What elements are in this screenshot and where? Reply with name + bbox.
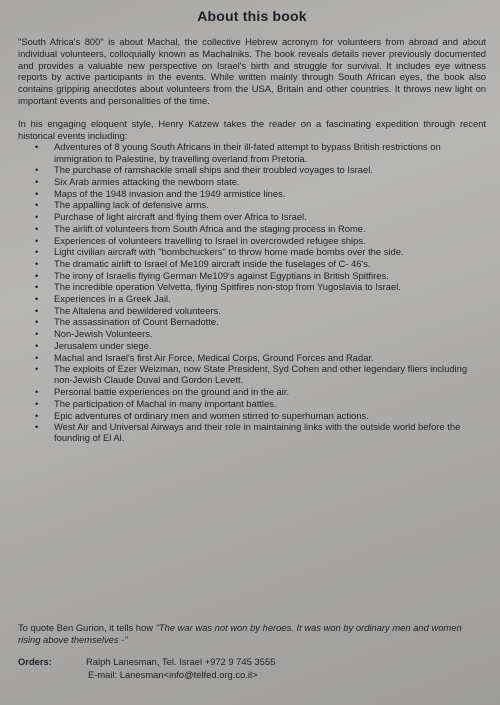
ben-gurion-quote [18,622,484,646]
orders-label: Orders: [18,656,52,667]
list-item: • Maps of the 1948 invasion and the 1949 armistice lines. [54,188,486,199]
list-item: • Purchase of light aircraft and flying them over Africa to Israel. [54,211,486,222]
list-item: • Jerusalem under siege. [54,340,486,351]
list-item: • Light civilian aircraft with "bombchuckers" to throw home made bombs over the side. [54,246,486,257]
list-item: • Adventures of 8 young South Africans in their ill-fated attempt to bypass British restrictions on immigration to Palestine, by travelling overland from Pretoria. [54,141,486,163]
lead-paragraph: In his engaging eloquent style, Henry Katzew takes the reader on a fascinating expedition through recent historical events including: [18,117,486,141]
list-item: • The dramatic airlift to Israel of Me109 aircraft inside the fuselages of C- 46's. [54,258,486,269]
list-item: • The assassination of Count Bernadotte. [54,316,486,327]
list-item: • The irony of Israelis flying German Me109's against Egyptians in British Spitfires. [54,270,486,281]
quote-text: "The war was not won by heroes. It was won by ordinary men and women rising above themselves -" [18,622,462,645]
list-item: • The purchase of ramshackle small ships and their troubled voyages to Israel. [54,164,486,175]
list-item: • Epic adventures of ordinary men and women stirred to superhuman actions. [54,410,486,421]
page-title: About this book [197,8,307,24]
orders-contact-email: E-mail: Lanesman<info@telfed.org.co.il> [88,669,258,680]
list-item: • Machal and Israel's first Air Force, Medical Corps, Ground Forces and Radar. [54,352,486,363]
orders-contact-phone: Ralph Lanesman, Tel. Israel +972 9 745 3555 [86,656,276,667]
list-item: • The exploits of Ezer Weizman, now State President, Syd Cohen and other legendary fliers including non-Jewish Claude Duval and Gordon Levett. [54,363,486,385]
list-item: • Six Arab armies attacking the newborn state. [54,176,486,187]
list-item: • The incredible operation Velvetta, flying Spitfires non-stop from Yugoslavia to Israel. [54,281,486,292]
intro-paragraph: "South Africa's 800" is about Machal, the collective Hebrew acronym for volunteers from abroad and about individual volunteers, colloquially known as Machalniks. The book reveals details never previously documented and provides a valuable new perspective on Israel's birth and struggle for survival. It includes eye witness reports by active participants in the events. While written mainly through South African eyes, the book also contains gripping anecdotes about volunteers from the USA, Britain and other countries. It throws new light on important events and personalities of the time. [18,36,486,106]
list-item: • West Air and Universal Airways and their role in maintaining links with the outside world before the founding of El Al. [54,421,486,443]
list-item: • Experiences of volunteers travelling to Israel in overcrowded refugee ships. [54,235,486,246]
list-item: • Experiences in a Greek Jail. [54,293,486,304]
list-item: • Personal battle experiences on the ground and in the air. [54,386,486,397]
list-item: • The participation of Machal in many important battles. [54,398,486,409]
list-item: • The Altalena and bewildered volunteers. [54,305,486,316]
list-item: • The appalling lack of defensive arms. [54,199,486,210]
list-item: • Non-Jewish Volunteers. [54,328,486,339]
quote-prefix: To quote Ben Gurion, it tells how [18,622,156,633]
events-list [18,141,486,443]
list-item: • The airlift of volunteers from South Africa and the staging process in Rome. [54,223,486,234]
